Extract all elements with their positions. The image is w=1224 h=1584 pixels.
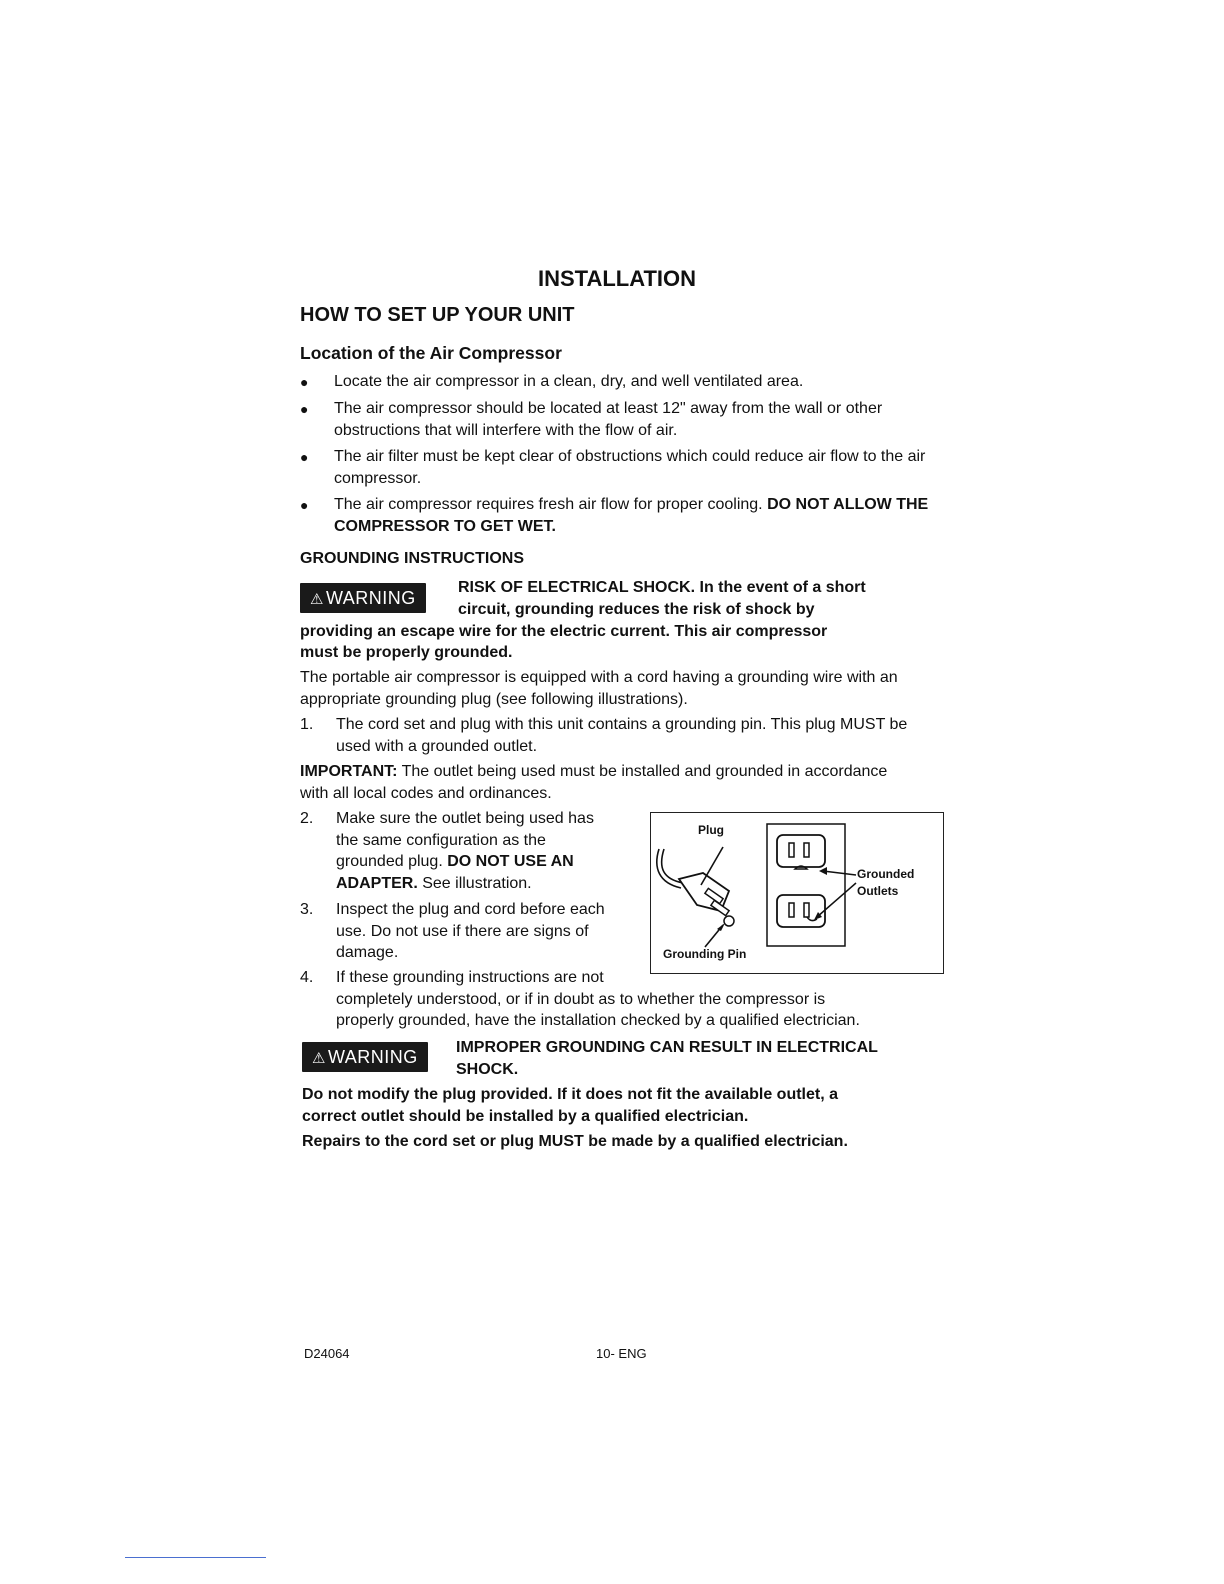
outlet-icon [777, 895, 825, 927]
section-heading: HOW TO SET UP YOUR UNIT [300, 304, 575, 326]
plug-label: Plug [698, 823, 724, 837]
warning-text: must be properly grounded. [300, 644, 513, 661]
document-id: D24064 [304, 1346, 350, 1361]
intro-paragraph: The portable air compressor is equipped with a cord having a grounding wire with an appropriate grounding plug (see following illustrations). [300, 669, 898, 708]
divider [125, 1557, 266, 1558]
caution-note: Repairs to the cord set or plug MUST be made by a qualified electrician. [302, 1133, 848, 1150]
warning-text: circuit, grounding reduces the risk of shock by [458, 601, 815, 618]
grounding-heading: GROUNDING INSTRUCTIONS [300, 550, 524, 567]
list-item: 2. Make sure the outlet being used has the same configuration as the grounded plug. DO NOT USE AN ADAPTER. See illustration. [300, 810, 594, 892]
grounded-outlets-label: Outlets [857, 884, 899, 898]
list-item: 3. Inspect the plug and cord before each use. Do not use if there are signs of damage. [300, 901, 605, 961]
warning-text: providing an escape wire for the electric current. This air compressor [300, 623, 828, 640]
grounding-pin-label: Grounding Pin [663, 947, 747, 961]
plug-icon [679, 873, 734, 926]
important-note: IMPORTANT: The outlet being used must be installed and grounded in accordance with all local codes and ordinances. [300, 763, 888, 802]
bullet-icon: ● [300, 401, 309, 417]
bullet-icon: ● [300, 449, 309, 465]
grounded-outlets-label: Grounded [857, 867, 915, 881]
caution-note: Do not modify the plug provided. If it does not fit the available outlet, a [302, 1086, 839, 1103]
bullet-icon: ● [300, 497, 309, 513]
warning-text: RISK OF ELECTRICAL SHOCK. In the event of a short [458, 579, 866, 596]
list-item: 1. The cord set and plug with this unit contains a grounding pin. This plug MUST be used with a grounded outlet. [300, 716, 908, 755]
warning-text: IMPROPER GROUNDING CAN RESULT IN ELECTRICAL [456, 1039, 878, 1056]
page-number: 10- ENG [596, 1346, 647, 1361]
caution-note: correct outlet should be installed by a qualified electrician. [302, 1108, 749, 1125]
warning-text: SHOCK. [456, 1061, 519, 1078]
warning-badge: ⚠ WARNING [300, 583, 426, 613]
bullet-icon: ● [300, 374, 309, 390]
outlet-icon [777, 835, 825, 869]
warning-icon: ⚠ [312, 1050, 326, 1067]
warning-badge: ⚠ WARNING [302, 1042, 428, 1072]
list-item: 4. If these grounding instructions are not completely understood, or if in doubt as to whether the compressor is properly grounded, have the installation checked by a qualified electrician. [300, 969, 860, 1029]
warning-icon: ⚠ [310, 591, 324, 608]
subsection-heading: Location of the Air Compressor [300, 343, 562, 363]
grounding-illustration [650, 812, 944, 974]
page-title: INSTALLATION [537, 266, 697, 291]
